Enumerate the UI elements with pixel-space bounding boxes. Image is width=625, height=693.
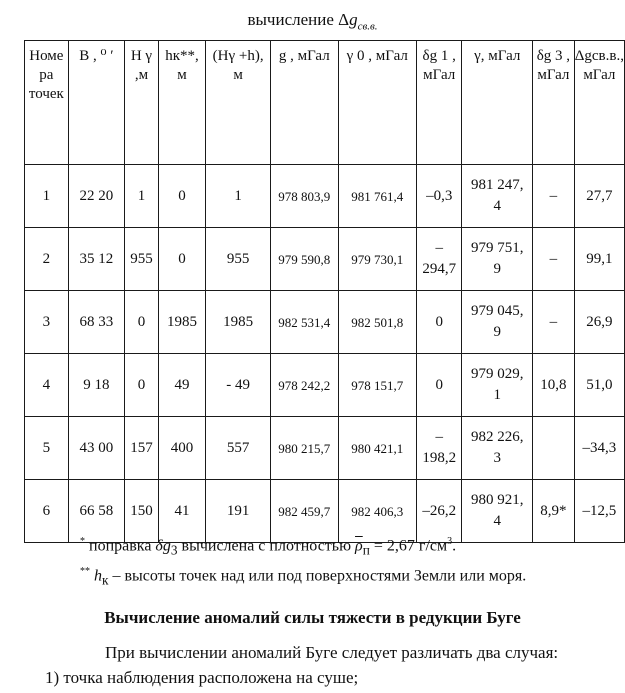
column-header-11: Δgсв.в., мГал — [574, 41, 624, 165]
table-cell: 22 20 — [68, 165, 124, 228]
table-cell: 5 — [25, 417, 69, 480]
table-cell: 982 226, 3 — [462, 417, 533, 480]
section-title: Вычисление аномалий силы тяжести в редукции Буге — [104, 608, 521, 627]
table-cell: 979 730,1 — [338, 228, 416, 291]
column-header-5: (Hγ +h), м — [206, 41, 271, 165]
table-cell: 43 00 — [68, 417, 124, 480]
table-cell: 978 151,7 — [338, 354, 416, 417]
table-row — [25, 417, 625, 480]
table-cell: 1 — [125, 165, 159, 228]
footnote-density: * поправка $\delta g_3$ вычислена с плотностью $\overline{\rho}_п = 2,67$ $г/см^3$. — [80, 536, 457, 558]
table-cell: 150 — [125, 480, 159, 543]
table-cell: 191 — [206, 480, 271, 543]
table-cell: 980 921, 4 — [462, 480, 533, 543]
table-cell: 979 590,8 — [270, 228, 338, 291]
table-cell: 2 — [25, 228, 69, 291]
table-cell: 979 029, 1 — [462, 354, 533, 417]
table-cell: 979 751, 9 — [462, 228, 533, 291]
column-header-8: δg 1 , мГал — [416, 41, 462, 165]
table-cell: 0 — [158, 228, 206, 291]
table-cell: - 49 — [206, 354, 271, 417]
table-cell: 1985 — [206, 291, 271, 354]
table-cell: 980 421,1 — [338, 417, 416, 480]
table-row — [25, 480, 625, 543]
table-cell: 66 58 — [68, 480, 124, 543]
table-cell: 981 247, 4 — [462, 165, 533, 228]
table-cell: 0 — [158, 165, 206, 228]
table-cell: 157 — [125, 417, 159, 480]
table-cell: – — [533, 291, 575, 354]
column-header-2: B , ⁰ ʹ — [68, 41, 124, 165]
table-cell: 978 803,9 — [270, 165, 338, 228]
column-header-4: hк**, м — [158, 41, 206, 165]
table-cell: 0 — [125, 354, 159, 417]
table-cell: – — [533, 228, 575, 291]
table-cell: 982 501,8 — [338, 291, 416, 354]
table-cell: 9 18 — [68, 354, 124, 417]
table-cell: 8,9* — [533, 480, 575, 543]
table-cell — [533, 417, 575, 480]
table-cell: 0 — [125, 291, 159, 354]
table-cell: 979 045, 9 — [462, 291, 533, 354]
table-cell: 981 761,4 — [338, 165, 416, 228]
table-cell: 1985 — [158, 291, 206, 354]
table-cell: 557 — [206, 417, 271, 480]
table-cell: –34,3 — [574, 417, 624, 480]
paragraph-intro: При вычислении аномалий Буге следует различать два случая: — [105, 643, 559, 662]
table-cell: 68 33 — [68, 291, 124, 354]
table-caption: вычисление $\Delta g_{св.в.}$ — [247, 10, 378, 33]
table-cell: 1 — [25, 165, 69, 228]
gravity-table — [24, 40, 625, 543]
table-cell: 980 215,7 — [270, 417, 338, 480]
table-cell: – — [533, 165, 575, 228]
table-cell: 27,7 — [574, 165, 624, 228]
column-header-6: g , мГал — [270, 41, 338, 165]
table-row — [25, 354, 625, 417]
table-cell: 49 — [158, 354, 206, 417]
table-row — [25, 228, 625, 291]
table-cell: 400 — [158, 417, 206, 480]
table-cell: 955 — [206, 228, 271, 291]
table-cell: 982 531,4 — [270, 291, 338, 354]
table-cell: 955 — [125, 228, 159, 291]
table-cell: 26,9 — [574, 291, 624, 354]
table-cell: 3 — [25, 291, 69, 354]
table-cell: –26,2 — [416, 480, 462, 543]
table-cell: –12,5 — [574, 480, 624, 543]
paragraph-case-1: 1) точка наблюдения расположена на суше; — [45, 668, 359, 687]
column-header-7: γ 0 , мГал — [338, 41, 416, 165]
table-cell: – 294,7 — [416, 228, 462, 291]
table-cell: 35 12 — [68, 228, 124, 291]
table-cell: 0 — [416, 354, 462, 417]
table-cell: 6 — [25, 480, 69, 543]
column-header-1: Номе ра точек — [25, 41, 69, 165]
table-cell: 0 — [416, 291, 462, 354]
table-cell: 978 242,2 — [270, 354, 338, 417]
table-cell: 99,1 — [574, 228, 624, 291]
column-header-10: δg 3 , мГал — [533, 41, 575, 165]
column-header-9: γ, мГал — [462, 41, 533, 165]
table-cell: 10,8 — [533, 354, 575, 417]
table-row — [25, 165, 625, 228]
table-cell: –0,3 — [416, 165, 462, 228]
table-cell: 982 406,3 — [338, 480, 416, 543]
table-header-row — [25, 41, 625, 165]
table-cell: 41 — [158, 480, 206, 543]
table-cell: 51,0 — [574, 354, 624, 417]
footnote-heights: ** $h_к$ – высоты точек над или под поверхностями Земли или моря. — [80, 566, 527, 588]
table-cell: 982 459,7 — [270, 480, 338, 543]
table-cell: 1 — [206, 165, 271, 228]
table-cell: – 198,2 — [416, 417, 462, 480]
table-cell: 4 — [25, 354, 69, 417]
column-header-3: H γ ,м — [125, 41, 159, 165]
table-row — [25, 291, 625, 354]
